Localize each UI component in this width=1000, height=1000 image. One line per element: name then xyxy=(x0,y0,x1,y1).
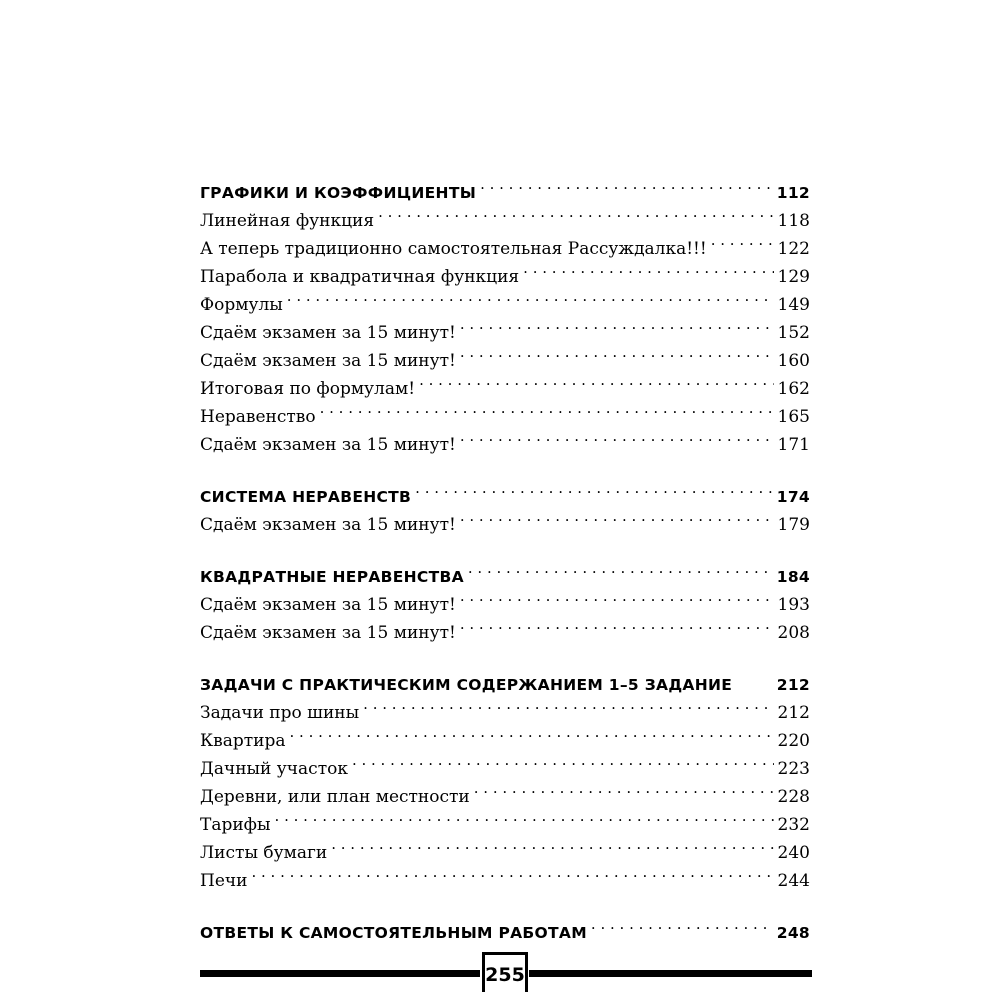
toc-heading-title: ОТВЕТЫ К САМОСТОЯТЕЛЬНЫМ РАБОТАМ xyxy=(200,924,587,942)
toc-item-title: Печи xyxy=(200,871,248,891)
toc-item-page: 228 xyxy=(777,787,810,807)
dot-leader xyxy=(474,774,774,802)
toc-item-title: Итоговая по формулам! xyxy=(200,379,416,399)
dot-leader xyxy=(711,226,774,254)
toc-item-page: 152 xyxy=(777,323,810,343)
toc-item-page: 171 xyxy=(777,435,810,455)
toc-section xyxy=(200,474,810,535)
toc-item[interactable] xyxy=(200,858,810,891)
toc-heading-page: 248 xyxy=(776,924,810,942)
dot-leader xyxy=(736,662,773,690)
toc-item-page: 179 xyxy=(777,515,810,535)
toc-item-page: 122 xyxy=(777,239,810,259)
toc-item-title: Неравенство xyxy=(200,407,316,427)
toc-item-page: 212 xyxy=(777,703,810,723)
dot-leader xyxy=(251,858,773,886)
dot-leader xyxy=(363,690,773,718)
toc-item-title: Деревни, или план местности xyxy=(200,787,470,807)
toc-heading-title: КВАДРАТНЫЕ НЕРАВЕНСТВА xyxy=(200,568,464,586)
dot-leader xyxy=(275,802,774,830)
toc-heading-page: 184 xyxy=(776,568,810,586)
toc-heading[interactable] xyxy=(200,474,810,506)
dot-leader xyxy=(419,366,773,394)
toc-section xyxy=(200,170,810,455)
toc-item[interactable] xyxy=(200,830,810,863)
toc-item[interactable] xyxy=(200,310,810,343)
footer-rule-right xyxy=(529,970,812,977)
toc-item-page: 240 xyxy=(777,843,810,863)
dot-leader xyxy=(460,582,774,610)
dot-leader xyxy=(415,474,773,502)
toc-item-title: Сдаём экзамен за 15 минут! xyxy=(200,351,456,371)
toc-item[interactable] xyxy=(200,282,810,315)
toc-item-title: Сдаём экзамен за 15 минут! xyxy=(200,435,456,455)
toc-section xyxy=(200,662,810,891)
toc-section xyxy=(200,554,810,643)
toc-item-title: Парабола и квадратичная функция xyxy=(200,267,520,287)
toc-item-title: Сдаём экзамен за 15 минут! xyxy=(200,323,456,343)
toc-item-title: Сдаём экзамен за 15 минут! xyxy=(200,623,456,643)
toc-heading[interactable] xyxy=(200,554,810,586)
toc-item-page: 118 xyxy=(777,211,810,231)
dot-leader xyxy=(290,718,774,746)
page-number: 255 xyxy=(482,952,528,992)
toc-item-title: Тарифы xyxy=(200,815,271,835)
toc-heading[interactable] xyxy=(200,662,810,694)
toc-heading-title: ГРАФИКИ И КОЭФФИЦИЕНТЫ xyxy=(200,184,477,202)
toc-heading-page: 112 xyxy=(776,184,810,202)
dot-leader xyxy=(378,198,773,226)
toc-item-title: Квартира xyxy=(200,731,286,751)
toc-heading-title: ЗАДАЧИ С ПРАКТИЧЕСКИМ СОДЕРЖАНИЕМ 1–5 ЗАДАНИЕ xyxy=(200,676,733,694)
table-of-contents xyxy=(200,170,810,962)
toc-item-title: А теперь традиционно самостоятельная Рассуждалка!!! xyxy=(200,239,707,259)
toc-item-page: 165 xyxy=(777,407,810,427)
toc-item-page: 129 xyxy=(777,267,810,287)
toc-item-page: 223 xyxy=(777,759,810,779)
dot-leader xyxy=(460,422,774,450)
toc-item-page: 232 xyxy=(777,815,810,835)
dot-leader xyxy=(591,910,773,938)
toc-item-page: 149 xyxy=(777,295,810,315)
dot-leader xyxy=(352,746,774,774)
dot-leader xyxy=(287,282,774,310)
toc-heading-page: 212 xyxy=(776,676,810,694)
toc-heading[interactable] xyxy=(200,170,810,202)
dot-leader xyxy=(460,502,774,530)
toc-item[interactable] xyxy=(200,802,810,835)
toc-item-page: 160 xyxy=(777,351,810,371)
toc-item-title: Сдаём экзамен за 15 минут! xyxy=(200,515,456,535)
page-footer xyxy=(200,952,812,996)
dot-leader xyxy=(320,394,774,422)
toc-item-title: Формулы xyxy=(200,295,283,315)
toc-item-title: Листы бумаги xyxy=(200,843,328,863)
toc-item-title: Задачи про шины xyxy=(200,703,360,723)
toc-heading-title: СИСТЕМА НЕРАВЕНСТВ xyxy=(200,488,412,506)
toc-item-page: 193 xyxy=(777,595,810,615)
toc-item[interactable] xyxy=(200,746,810,779)
dot-leader xyxy=(460,310,774,338)
toc-item-title: Сдаём экзамен за 15 минут! xyxy=(200,595,456,615)
toc-item[interactable] xyxy=(200,718,810,751)
dot-leader xyxy=(460,610,774,638)
toc-section xyxy=(200,910,810,942)
toc-item-title: Линейная функция xyxy=(200,211,375,231)
toc-item-page: 162 xyxy=(777,379,810,399)
toc-item-page: 220 xyxy=(777,731,810,751)
dot-leader xyxy=(468,554,773,582)
toc-item-page: 244 xyxy=(777,871,810,891)
dot-leader xyxy=(460,338,774,366)
toc-item-title: Дачный участок xyxy=(200,759,348,779)
toc-heading[interactable] xyxy=(200,910,810,942)
footer-rule-left xyxy=(200,970,480,977)
dot-leader xyxy=(523,254,773,282)
dot-leader xyxy=(480,170,773,198)
dot-leader xyxy=(331,830,773,858)
toc-item-page: 208 xyxy=(777,623,810,643)
toc-heading-page: 174 xyxy=(776,488,810,506)
